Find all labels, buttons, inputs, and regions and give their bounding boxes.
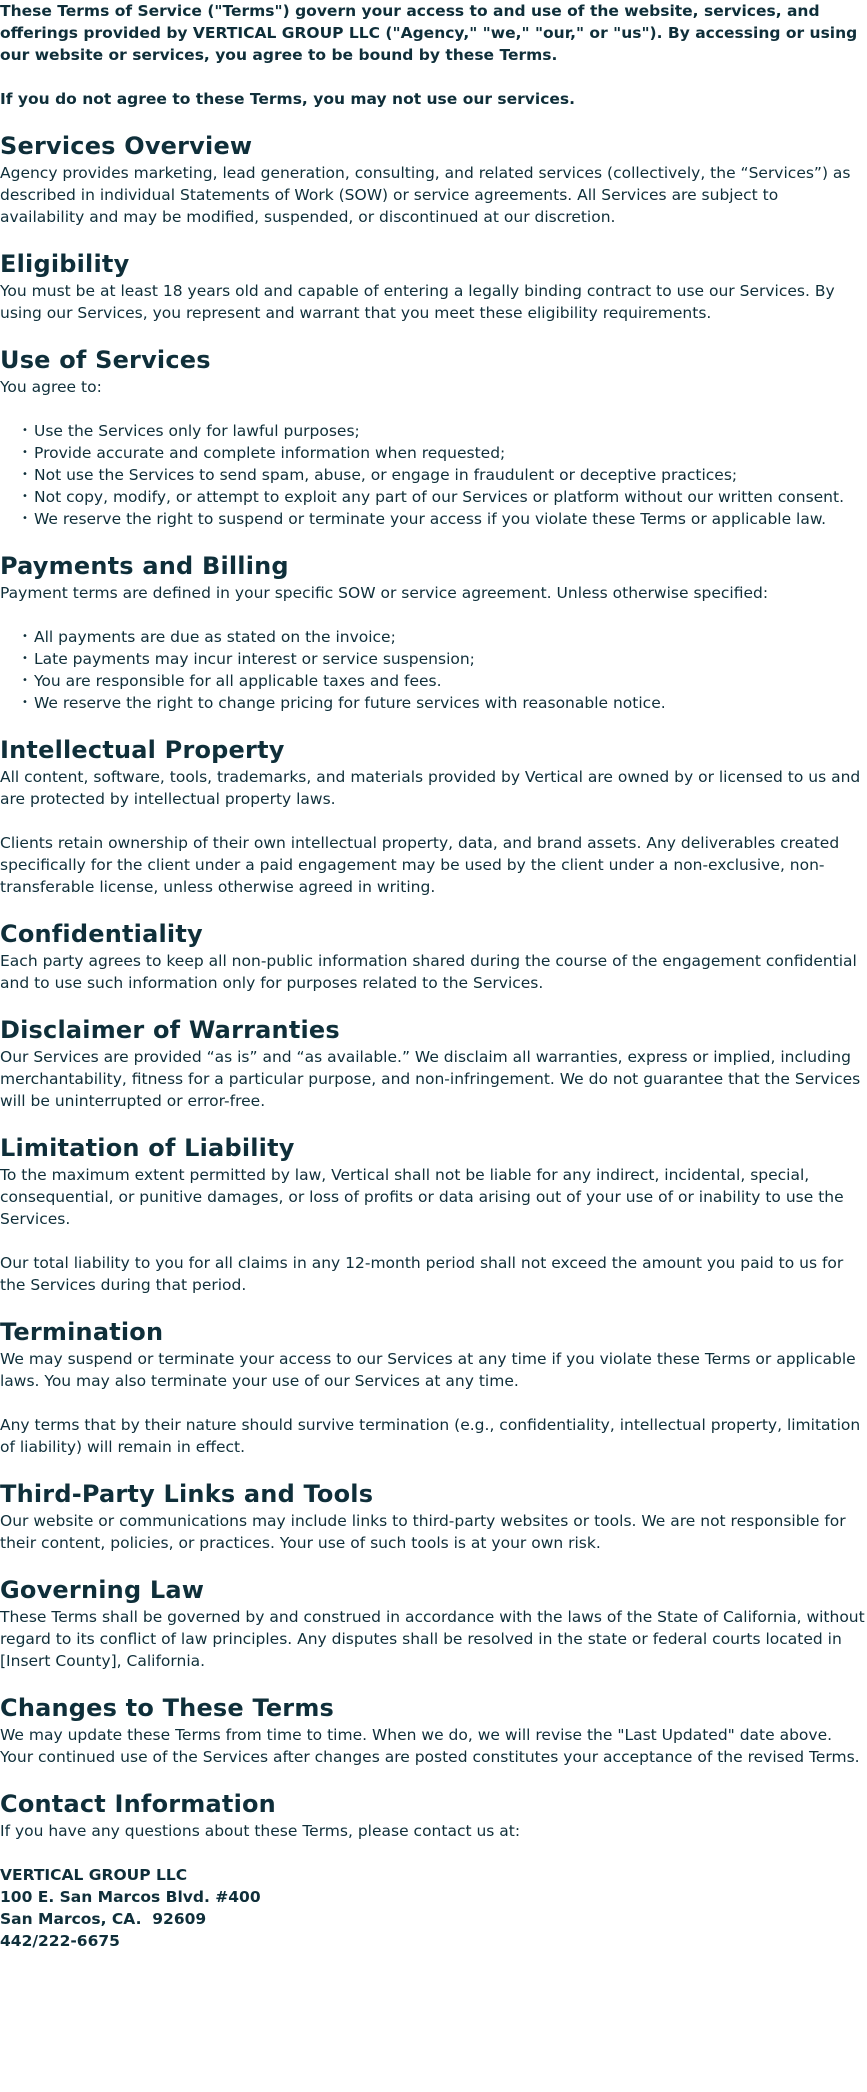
bullet-list — [0, 626, 867, 714]
list-item: • Provide accurate and complete information when requested; — [22, 442, 867, 464]
section-confidentiality — [0, 920, 867, 994]
section-heading: Confidentiality — [0, 920, 203, 948]
intro-disagree-paragraph: If you do not agree to these Terms, you may not use our services. — [0, 90, 576, 108]
section-paragraph: To the maximum extent permitted by law, Vertical shall not be liable for any indirect, incidental, special, consequential, or punitive damages, or loss of profits or data arising out of your use of or inability to use the Services. — [0, 1166, 844, 1228]
section-paragraph: Each party agrees to keep all non-public information shared during the course of the engagement confidential and to use such information only for purposes related to the Services. — [0, 952, 857, 992]
section-heading: Disclaimer of Warranties — [0, 1016, 340, 1044]
section-third-party — [0, 1480, 867, 1554]
section-paragraph: All content, software, tools, trademarks, and materials provided by Vertical are owned by or licensed to us and are protected by intellectual property laws. — [0, 768, 861, 808]
phone-number: 442/222-6675 — [0, 1932, 120, 1950]
address-line-1: 100 E. San Marcos Blvd. #400 — [0, 1888, 261, 1906]
address-line-2: San Marcos, CA. 92609 — [0, 1910, 207, 1928]
section-limitation-of-liability — [0, 1134, 867, 1296]
section-heading: Payments and Billing — [0, 552, 289, 580]
list-item: • We reserve the right to suspend or terminate your access if you violate these Terms or applicable law. — [22, 508, 867, 530]
section-heading: Contact Information — [0, 1790, 276, 1818]
section-paragraph: These Terms shall be governed by and construed in accordance with the laws of the State of California, without regard to its conflict of law principles. Any disputes shall be resolved in the state or federal courts located in [Insert County], California. — [0, 1608, 865, 1670]
section-paragraph: You must be at least 18 years old and capable of entering a legally binding contract to use our Services. By using our Services, you represent and warrant that you meet these eligibility requirements. — [0, 282, 835, 322]
section-paragraph: You agree to: — [0, 378, 102, 396]
bullet-list — [0, 420, 867, 530]
section-paragraph: Payment terms are defined in your specific SOW or service agreement. Unless otherwise specified: — [0, 584, 769, 602]
intro-paragraph: These Terms of Service ("Terms") govern your access to and use of the website, services, and offerings provided by VERTICAL GROUP LLC ("Agency," "we," "our," or "us"). By accessing or using our website or services, you agree to be bound by these Terms. — [0, 2, 858, 64]
section-eligibility — [0, 250, 867, 324]
section-paragraph: We may suspend or terminate your access to our Services at any time if you violate these Terms or applicable laws. You may also terminate your use of our Services at any time. — [0, 1350, 856, 1390]
section-paragraph: We may update these Terms from time to time. When we do, we will revise the "Last Updated" date above. Your continued use of the Services after changes are posted constitutes your acceptance of the revised Terms. — [0, 1726, 860, 1766]
section-heading: Use of Services — [0, 346, 211, 374]
section-changes — [0, 1694, 867, 1768]
list-item: • We reserve the right to change pricing for future services with reasonable notice. — [22, 692, 867, 714]
section-paragraph: Any terms that by their nature should survive termination (e.g., confidentiality, intellectual property, limitation of liability) will remain in effect. — [0, 1416, 861, 1456]
list-item: • All payments are due as stated on the invoice; — [22, 626, 867, 648]
section-heading: Termination — [0, 1318, 164, 1346]
contact-address-block — [0, 1864, 867, 1952]
list-item: • Use the Services only for lawful purposes; — [22, 420, 867, 442]
section-termination — [0, 1318, 867, 1458]
section-intellectual-property — [0, 736, 867, 898]
section-heading: Third-Party Links and Tools — [0, 1480, 374, 1508]
section-governing-law — [0, 1576, 867, 1672]
section-heading: Services Overview — [0, 132, 253, 160]
list-item: • Not copy, modify, or attempt to exploit any part of our Services or platform without our written consent. — [22, 486, 867, 508]
section-heading: Intellectual Property — [0, 736, 285, 764]
section-paragraph: Clients retain ownership of their own intellectual property, data, and brand assets. Any deliverables created specifically for the client under a paid engagement may be used by the client under a non-exclusive, non-transferable license, unless otherwise agreed in writing. — [0, 834, 840, 896]
section-paragraph: Our total liability to you for all claims in any 12-month period shall not exceed the amount you paid to us for the Services during that period. — [0, 1254, 844, 1294]
section-payments-billing — [0, 552, 867, 714]
company-name: VERTICAL GROUP LLC — [0, 1866, 188, 1884]
section-heading: Eligibility — [0, 250, 130, 278]
section-services-overview — [0, 132, 867, 228]
list-item: • You are responsible for all applicable taxes and fees. — [22, 670, 867, 692]
list-item: • Late payments may incur interest or service suspension; — [22, 648, 867, 670]
list-item: • Not use the Services to send spam, abuse, or engage in fraudulent or deceptive practices; — [22, 464, 867, 486]
section-paragraph: Our Services are provided “as is” and “as available.” We disclaim all warranties, express or implied, including merchantability, fitness for a particular purpose, and non-infringement. We do not guarantee that the Services will be uninterrupted or error-free. — [0, 1048, 861, 1110]
section-contact — [0, 1790, 867, 1952]
section-paragraph: Our website or communications may include links to third-party websites or tools. We are not responsible for their content, policies, or practices. Your use of such tools is at your own risk. — [0, 1512, 846, 1552]
section-heading: Governing Law — [0, 1576, 205, 1604]
section-heading: Limitation of Liability — [0, 1134, 295, 1162]
section-use-of-services — [0, 346, 867, 530]
section-paragraph: Agency provides marketing, lead generation, consulting, and related services (collectively, the “Services”) as described in individual Statements of Work (SOW) or service agreements. All Services are subject to availability and may be modified, suspended, or discontinued at our discretion. — [0, 164, 851, 226]
section-heading: Changes to These Terms — [0, 1694, 335, 1722]
intro — [0, 0, 867, 110]
section-disclaimer — [0, 1016, 867, 1112]
section-paragraph: If you have any questions about these Terms, please contact us at: — [0, 1822, 521, 1840]
